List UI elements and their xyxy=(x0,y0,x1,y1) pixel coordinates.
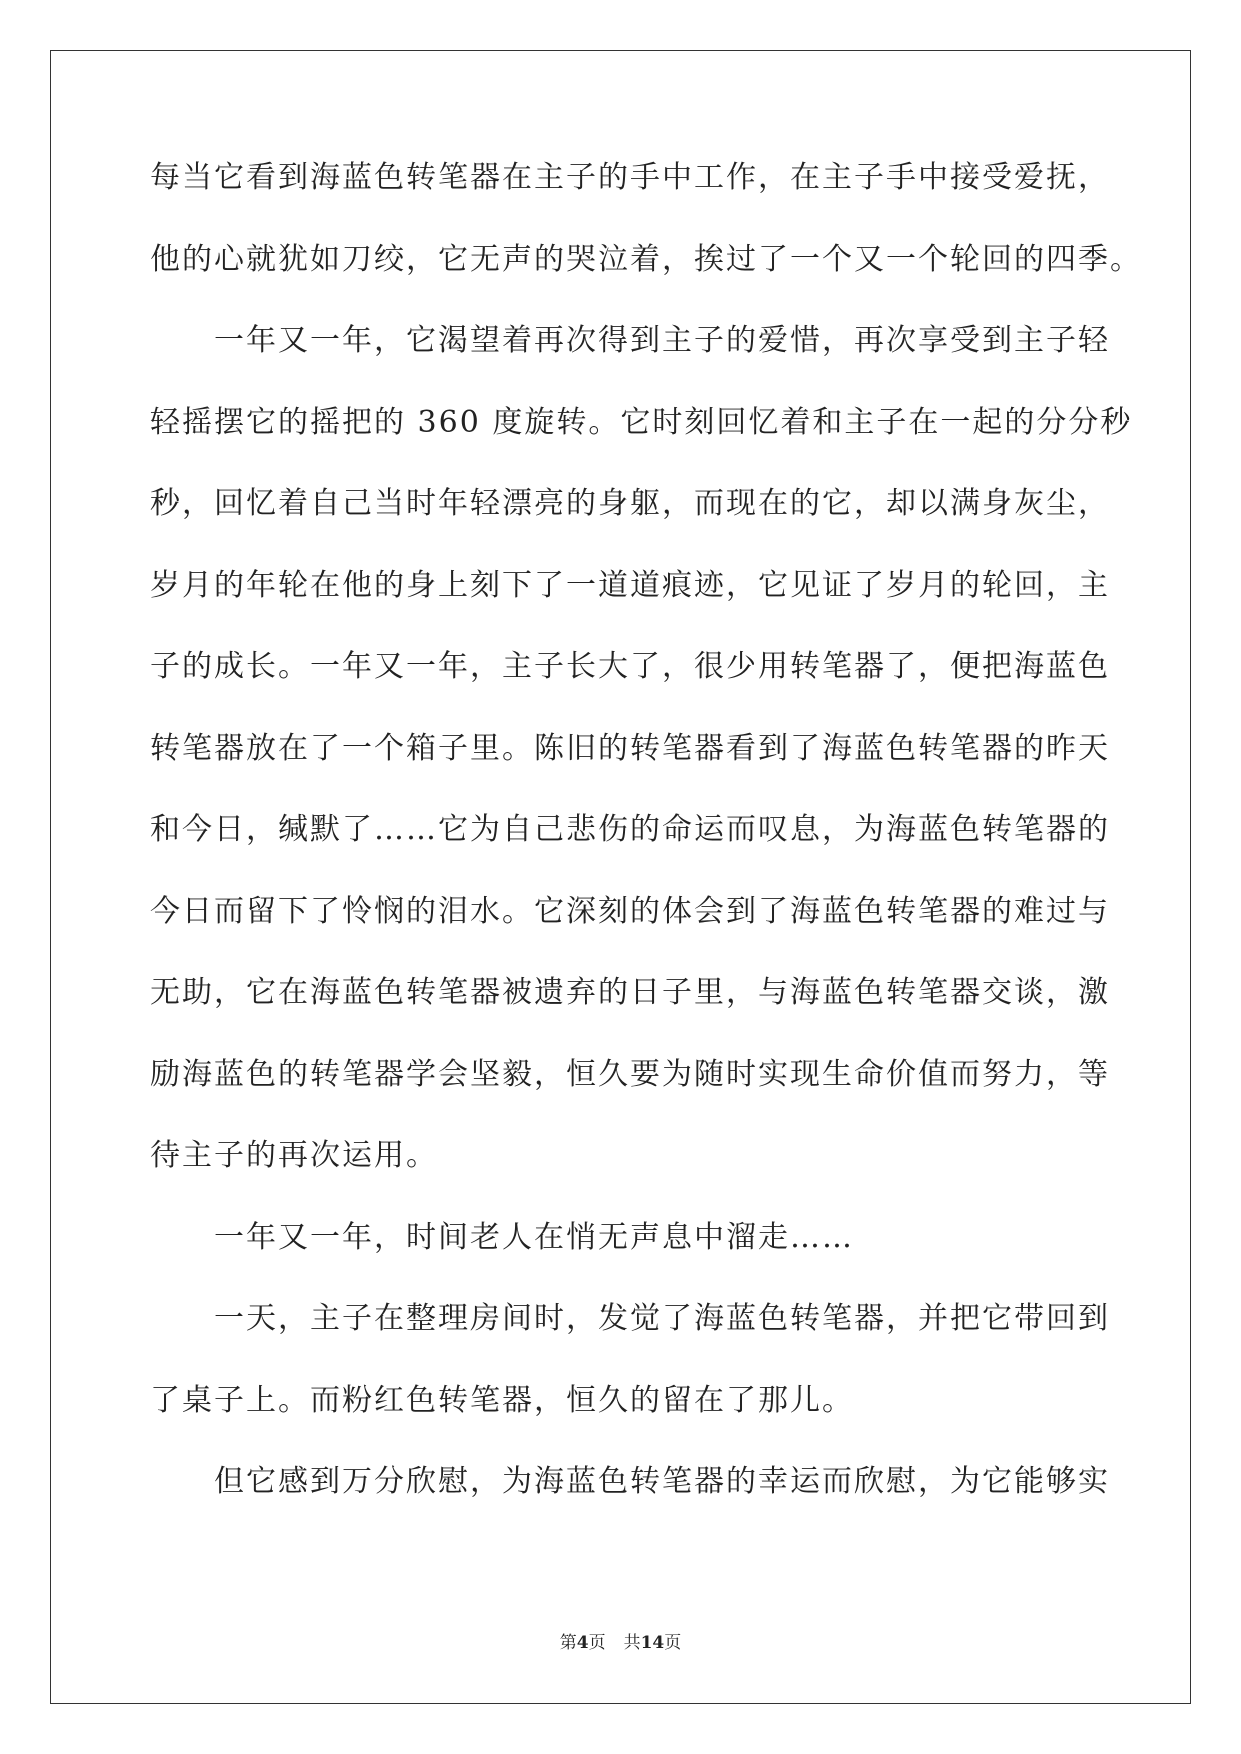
total-prefix: 共 xyxy=(623,1633,641,1653)
text-line: 转笔器放在了一个箱子里。陈旧的转笔器看到了海蓝色转笔器的昨天 xyxy=(150,730,1110,766)
text-line: 励海蓝色的转笔器学会坚毅，恒久要为随时实现生命价值而努力，等 xyxy=(150,1056,1110,1092)
page-prefix: 第 xyxy=(559,1633,577,1653)
text-line: 子的成长。一年又一年，主子长大了，很少用转笔器了，便把海蓝色 xyxy=(150,649,1110,684)
paragraph-start-line: 一天，主子在整理房间时，发觉了海蓝色转笔器，并把它带回到 xyxy=(214,1301,1110,1336)
text-line: 和今日，缄默了……它为自己悲伤的命运而叹息，为海蓝色转笔器的 xyxy=(150,812,1110,847)
text-line: 秒，回忆着自己当时年轻漂亮的身躯，而现在的它，却以满身灰尘， xyxy=(150,486,1110,521)
total-pages: 14 xyxy=(640,1633,665,1653)
paragraph-start-line: 但它感到万分欣慰，为海蓝色转笔器的幸运而欣慰，为它能够实 xyxy=(214,1464,1110,1499)
text-line: 他的心就犹如刀绞，它无声的哭泣着，挨过了一个又一个轮回的四季。 xyxy=(150,241,1142,277)
text-line: 无助，它在海蓝色转笔器被遗弃的日子里，与海蓝色转笔器交谈，激 xyxy=(150,975,1110,1010)
text-line: 每当它看到海蓝色转笔器在主子的手中工作，在主子手中接受爱抚， xyxy=(150,160,1110,195)
paragraph-start-line: 一年又一年，它渴望着再次得到主子的爱惜，再次享受到主子轻 xyxy=(214,323,1110,358)
page-suffix: 页 xyxy=(588,1633,606,1653)
total-suffix: 页 xyxy=(664,1633,682,1653)
text-line: 今日而留下了怜悯的泪水。它深刻的体会到了海蓝色转笔器的难过与 xyxy=(150,893,1110,929)
text-line: 轻摇摆它的摇把的 360 度旋转。它时刻回忆着和主子在一起的分分秒 xyxy=(150,404,1133,440)
paragraph-start-line: 一年又一年，时间老人在悄无声息中溜走…… xyxy=(214,1219,854,1255)
page-number: 4 xyxy=(576,1633,589,1653)
text-line: 岁月的年轮在他的身上刻下了一道道痕迹，它见证了岁月的轮回，主 xyxy=(150,567,1110,603)
text-line: 了桌子上。而粉红色转笔器，恒久的留在了那儿。 xyxy=(150,1382,854,1418)
text-line: 待主子的再次运用。 xyxy=(150,1138,438,1173)
body-text xyxy=(150,155,1142,1541)
page-footer xyxy=(0,1628,1241,1653)
